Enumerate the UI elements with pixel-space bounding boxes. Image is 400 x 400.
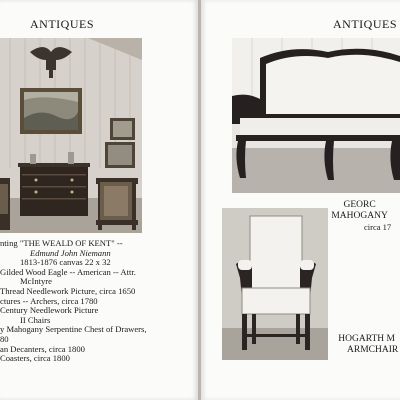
- caption-line: Gilded Wood Eagle -- American -- Attr.: [0, 266, 136, 277]
- settee-caption-line3: circa 17: [364, 222, 392, 232]
- caption-line: Century Needlework Picture: [0, 305, 99, 316]
- caption-line: 80: [0, 333, 9, 344]
- left-page-heading: ANTIQUES: [30, 17, 94, 31]
- armchair-illustration: [222, 208, 328, 360]
- armchair-caption-line1: HOGARTH M: [338, 334, 395, 344]
- caption-line: Coasters, circa 1800: [0, 353, 70, 364]
- caption-line: ctures -- Archers, circa 1780: [0, 295, 98, 306]
- armchair-photo: [222, 208, 328, 360]
- caption-line: nting "THE WEALD OF KENT" --: [0, 238, 123, 248]
- left-page: [0, 0, 198, 400]
- settee-illustration: [232, 38, 400, 193]
- right-page-heading: ANTIQUES: [333, 17, 397, 31]
- caption-line: 1813-1876 canvas 22 x 32: [20, 257, 111, 268]
- settee-caption-line1: GEORC: [343, 200, 376, 210]
- settee-photo: [232, 38, 400, 193]
- caption-line: II Chairs: [20, 314, 51, 325]
- caption-line: an Decanters, circa 1800: [0, 343, 85, 354]
- room-interior-illustration: [0, 38, 142, 233]
- caption-line: McIntyre: [20, 276, 52, 287]
- caption-line: Edmund John Niemann: [30, 247, 111, 258]
- room-interior-photo: [0, 38, 142, 233]
- settee-caption-line2: MAHOGANY: [331, 211, 388, 221]
- armchair-caption-line2: ARMCHAIR: [347, 345, 399, 355]
- armchair-caption: [335, 334, 398, 356]
- settee-caption: [328, 200, 391, 233]
- caption-line: Thread Needlework Picture, circa 1650: [0, 285, 136, 296]
- caption-line: y Mahogany Serpentine Chest of Drawers,: [0, 324, 147, 335]
- caption-list: [0, 239, 198, 364]
